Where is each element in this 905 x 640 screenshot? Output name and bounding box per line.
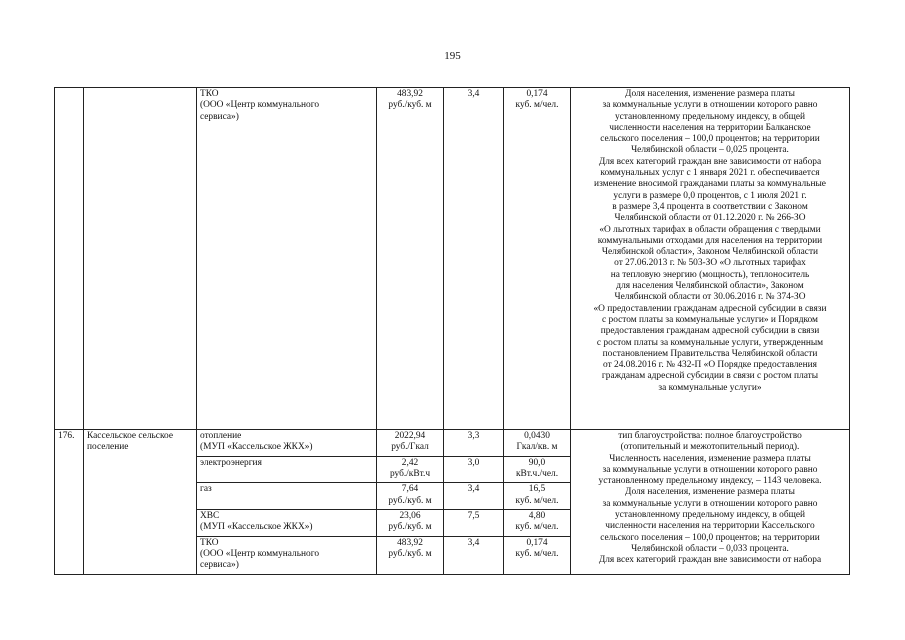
- tariff-value: 2,42: [401, 457, 419, 468]
- tariff-unit: руб./кВт.ч: [389, 468, 431, 479]
- norm-cell: [504, 536, 571, 574]
- description-line: установленному предельному индексу, – 1143 человека.: [598, 476, 822, 487]
- description-line: Челябинской области от 30.06.2016 г. № 374-ЗО: [614, 292, 806, 303]
- description-line: «О льготных тарифах в области обращения с твердыми: [599, 224, 821, 235]
- norm-cell: [504, 456, 571, 483]
- norm-value: 90,0: [528, 457, 546, 468]
- tariff-value: 483,92: [397, 537, 423, 548]
- service-provider: сервиса»): [200, 560, 239, 571]
- description-line: сельского поселения – 100,0 процентов; на территории: [600, 532, 820, 543]
- description-line: «О предоставлении гражданам адресной субсидии в связи: [593, 303, 827, 314]
- description-line: Челябинской области – 0,033 процента.: [631, 543, 789, 554]
- tariff-unit: руб./куб. м: [388, 522, 432, 533]
- service-provider: (ООО «Центр коммунального: [200, 100, 320, 111]
- service-name: отопление: [200, 431, 242, 441]
- description-line: Челябинской области», Законом Челябинской области: [601, 247, 819, 258]
- description-line: установленному предельному индексу, в общей: [614, 111, 806, 122]
- service-cell: [197, 509, 377, 536]
- description-line: Доля населения, изменение размера платы: [625, 89, 795, 99]
- percent-cell: 3,3: [444, 430, 504, 457]
- norm-value: 0,174: [526, 89, 548, 99]
- settlement-name: Кассельское сельское: [87, 431, 173, 441]
- tariff-cell: [377, 456, 444, 483]
- service-cell: [197, 88, 377, 430]
- description-line: с ростом платы за коммунальные услуги» и Порядком: [602, 314, 818, 325]
- percent-cell: 3,0: [444, 456, 504, 483]
- description-line: с ростом платы за коммунальные услуги, утвержденным: [596, 337, 824, 348]
- service-cell: [197, 483, 377, 510]
- service-name: ТКО: [200, 537, 219, 548]
- settlement-name: поселение: [87, 442, 129, 453]
- tariff-value: 23,06: [399, 510, 421, 521]
- percent-cell: 3,4: [444, 483, 504, 510]
- settlement-cell: [84, 430, 197, 575]
- description-line: установленному предельному индексу, в общей: [614, 510, 806, 521]
- tariff-table: [54, 87, 850, 575]
- tariff-value: 483,92: [397, 89, 423, 99]
- description-line: за коммунальные услуги в отношении которого равно: [602, 464, 818, 475]
- description-line: за коммунальные услуги в отношении которого равно: [602, 498, 818, 509]
- service-provider: (МУП «Кассельское ЖКХ»): [200, 442, 313, 453]
- description-line: гражданам адресной субсидии в связи с ростом платы: [601, 371, 819, 382]
- description-cell: [571, 88, 850, 430]
- description-line: коммунальными отходами для населения на территории: [597, 235, 823, 246]
- tariff-value: 2022,94: [394, 431, 426, 441]
- row-number-cell: 176.: [55, 430, 84, 575]
- service-name: ХВС: [200, 510, 220, 521]
- norm-value: 0,174: [526, 537, 548, 548]
- service-name: газ: [200, 484, 212, 495]
- tariff-value: 7,64: [401, 484, 419, 495]
- tariff-cell: [377, 88, 444, 430]
- row-number-cell: [55, 88, 84, 430]
- norm-unit: куб. м/чел.: [515, 522, 559, 533]
- description-line: за коммунальные услуги в отношении которого равно: [602, 100, 818, 111]
- norm-value: 4,80: [528, 510, 546, 521]
- service-provider: (МУП «Кассельское ЖКХ»): [200, 522, 313, 533]
- service-provider: (ООО «Центр коммунального: [200, 548, 320, 559]
- norm-unit: куб. м/чел.: [515, 495, 559, 506]
- description-line: численности населения на территории Балканское: [609, 122, 811, 133]
- tariff-cell: [377, 509, 444, 536]
- norm-cell: [504, 430, 571, 457]
- norm-cell: [504, 483, 571, 510]
- description-line: (отопительный и межотопительный период).: [620, 442, 800, 453]
- table-row: [55, 430, 850, 457]
- tariff-unit: руб./Гкал: [391, 442, 429, 453]
- page-number: 195: [444, 50, 461, 62]
- description-line: Челябинской области – 0,025 процента.: [631, 145, 789, 156]
- description-line: Доля населения, изменение размера платы: [625, 487, 795, 498]
- description-line: Для всех категорий граждан вне зависимости от набора: [598, 555, 822, 566]
- service-name: электроэнергия: [200, 457, 262, 468]
- norm-cell: [504, 509, 571, 536]
- norm-unit: кВт.ч./чел.: [515, 468, 559, 479]
- service-provider: сервиса»): [200, 111, 239, 122]
- service-cell: [197, 536, 377, 574]
- description-line: на тепловую энергию (мощность), теплоноситель: [610, 269, 810, 280]
- service-cell: [197, 456, 377, 483]
- percent-cell: 3,4: [444, 536, 504, 574]
- description-line: для населения Челябинской области», Законом: [616, 281, 804, 292]
- description-line: постановлением Правительства Челябинской области: [602, 348, 818, 359]
- description-text: [574, 431, 846, 573]
- description-line: численности населения на территории Кассельского: [605, 521, 815, 532]
- tariff-unit: руб./куб. м: [388, 100, 432, 111]
- description-line: Для всех категорий граждан вне зависимости от набора: [598, 156, 822, 167]
- description-line: сельского поселения – 100,0 процентов; на территории: [600, 134, 820, 145]
- table-row: [55, 88, 850, 430]
- description-cell: [571, 430, 850, 575]
- description-line: от 24.08.2016 г. № 432-П «О Порядке предоставления: [603, 360, 817, 371]
- service-cell: [197, 430, 377, 457]
- tariff-cell: [377, 483, 444, 510]
- service-name: ТКО: [200, 89, 219, 99]
- norm-unit: куб. м/чел.: [515, 548, 559, 559]
- norm-unit: куб. м/чел.: [515, 100, 559, 111]
- percent-cell: 3,4: [444, 88, 504, 430]
- tariff-unit: руб./куб. м: [388, 495, 432, 506]
- tariff-unit: руб./куб. м: [388, 548, 432, 559]
- description-line: за коммунальные услуги»: [658, 382, 762, 393]
- description-text: [574, 89, 846, 428]
- description-line: коммунальных услуг с 1 января 2021 г. обеспечивается: [600, 168, 820, 179]
- norm-unit: Гкал/кв. м: [516, 442, 558, 453]
- percent-cell: 7,5: [444, 509, 504, 536]
- norm-cell: [504, 88, 571, 430]
- description-line: тип благоустройства: полное благоустройство: [618, 431, 802, 441]
- tariff-cell: [377, 536, 444, 574]
- description-line: изменение вносимой гражданами платы за коммунальные: [594, 179, 826, 190]
- description-line: от 27.06.2013 г. № 503-ЗО «О льготных тарифах: [614, 258, 806, 269]
- description-line: Челябинской области от 01.12.2020 г. № 266-ЗО: [614, 213, 806, 224]
- tariff-cell: [377, 430, 444, 457]
- description-line: предоставления гражданам адресной субсидии в связи: [600, 326, 820, 337]
- norm-value: 16,5: [528, 484, 546, 495]
- description-line: услуги в размере 0,0 процентов, с 1 июля 2021 г.: [613, 190, 807, 201]
- settlement-cell: [84, 88, 197, 430]
- description-line: в размере 3,4 процента в соответствии с Законом: [612, 201, 808, 212]
- norm-value: 0,0430: [524, 431, 550, 441]
- description-line: Численность населения, изменение размера платы: [609, 453, 811, 464]
